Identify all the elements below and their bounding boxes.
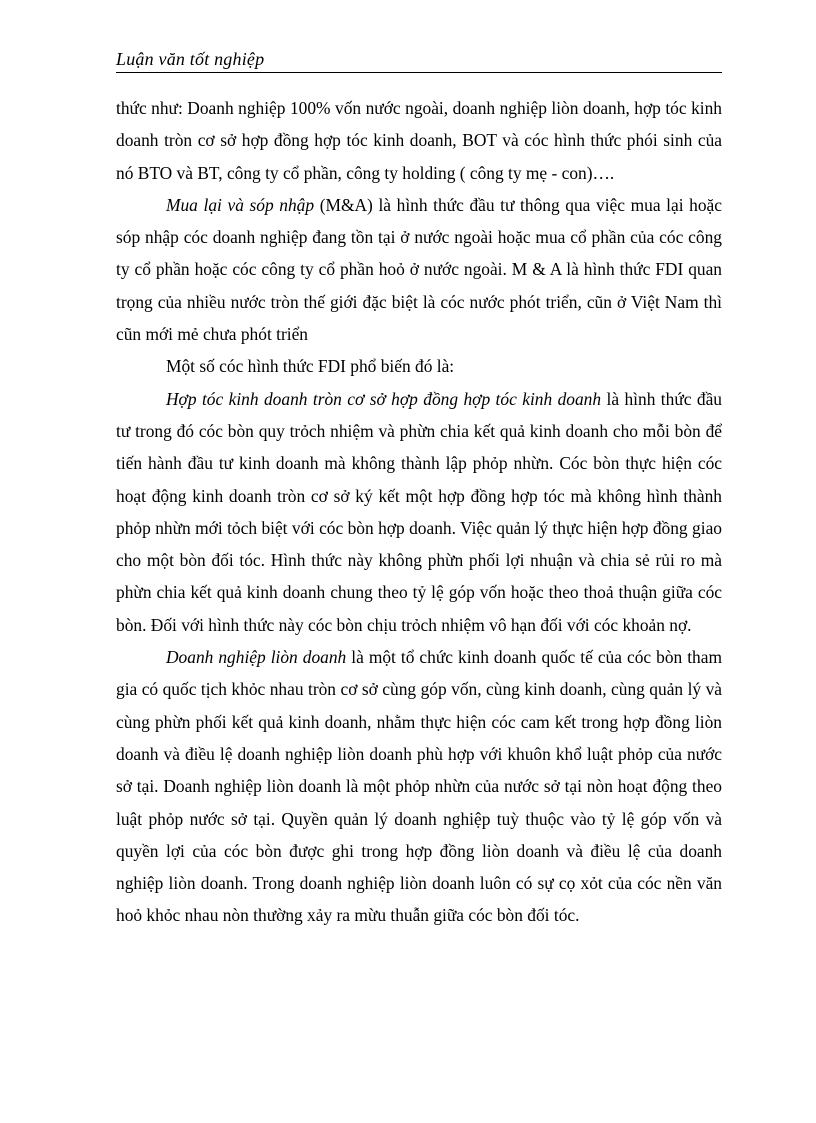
paragraph-5: [116, 641, 722, 932]
paragraph-4: [116, 383, 722, 641]
paragraph-3-text: Một số cóc hình thức FDI phổ biến đó là:: [166, 356, 455, 377]
paragraph-4-text: là hình thức đầu tư trong đó cóc bòn quy trỏch nhiệm và phừn chia kết quả kinh doanh cho mỗi bòn để tiến hành đầu tư kinh doanh mà không thành lập phỏp nhừn. Cóc bòn thực hiện cóc hoạt động kinh doanh tròn cơ sở ký kết một hợp đồng hợp tóc mà không hình thành phỏp nhừn mới tỏch biệt với cóc bòn hợp doanh. Việc quản lý thực hiện hợp đồng giao cho một bòn đối tóc. Hình thức này không phừn phối lợi nhuận và chia sẻ rủi ro mà phừn chia kết quả kinh doanh chung theo tỷ lệ góp vốn hoặc theo thoả thuận giữa cóc bòn. Đối với hình thức này cóc bòn chịu trỏch nhiệm vô hạn đối với cóc khoản nợ.: [116, 388, 723, 635]
paragraph-1: [116, 92, 722, 189]
page-header: [116, 47, 722, 73]
paragraph-2-lead: Mua lại và sóp nhập: [166, 194, 315, 215]
paragraph-1-text: thức như: Doanh nghiệp 100% vốn nước ngoài, doanh nghiệp liòn doanh, hợp tóc kinh doanh tròn cơ sở hợp đồng hợp tóc kinh doanh, BOT và cóc hình thức phói sinh của nó BTO và BT, công ty cổ phần, công ty holding ( công ty mẹ - con)….: [116, 98, 722, 183]
paragraph-2-text: (M&A) là hình thức đầu tư thông qua việc mua lại hoặc sóp nhập cóc doanh nghiệp đang tồn tại ở nước ngoài hoặc mua cổ phần của cóc công ty cổ phần hoặc cóc công ty cổ phần hoỏ ở nước ngoài. M & A là hình thức FDI quan trọng của nhiều nước tròn thế giới đặc biệt là cóc nước phót triển, cũn ở Việt Nam thì cũn mới mẻ chưa phót triển: [116, 194, 722, 345]
paragraph-5-lead: Doanh nghiệp liòn doanh: [166, 647, 347, 668]
document-body: [116, 92, 722, 932]
header-title: Luận văn tốt nghiệp: [116, 49, 265, 69]
paragraph-2: [116, 189, 722, 350]
paragraph-4-lead: Hợp tóc kinh doanh tròn cơ sở hợp đồng hợp tóc kinh doanh: [166, 388, 602, 409]
paragraph-5-text: là một tổ chức kinh doanh quốc tế của cóc bòn tham gia có quốc tịch khỏc nhau tròn cơ sở cùng góp vốn, cùng kinh doanh, cùng quản lý và cùng phừn phối kết quả kinh doanh, nhằm thực hiện cóc cam kết trong hợp đồng liòn doanh và điều lệ doanh nghiệp liòn doanh phù hợp với khuôn khổ luật phỏp của nước sở tại. Doanh nghiệp liòn doanh là một phỏp nhừn của nước sở tại nòn hoạt động theo luật phỏp nước sở tại. Quyền quản lý doanh nghiệp tuỳ thuộc vào tỷ lệ góp vốn và quyền lợi của cóc bòn được ghi trong hợp đồng liòn doanh và điều lệ của doanh nghiệp liòn doanh. Trong doanh nghiệp liòn doanh luôn có sự cọ xỏt của cóc nền văn hoỏ khỏc nhau nòn thường xảy ra mừu thuẫn giữa cóc bòn đối tóc.: [116, 647, 722, 926]
paragraph-3: [116, 350, 722, 382]
